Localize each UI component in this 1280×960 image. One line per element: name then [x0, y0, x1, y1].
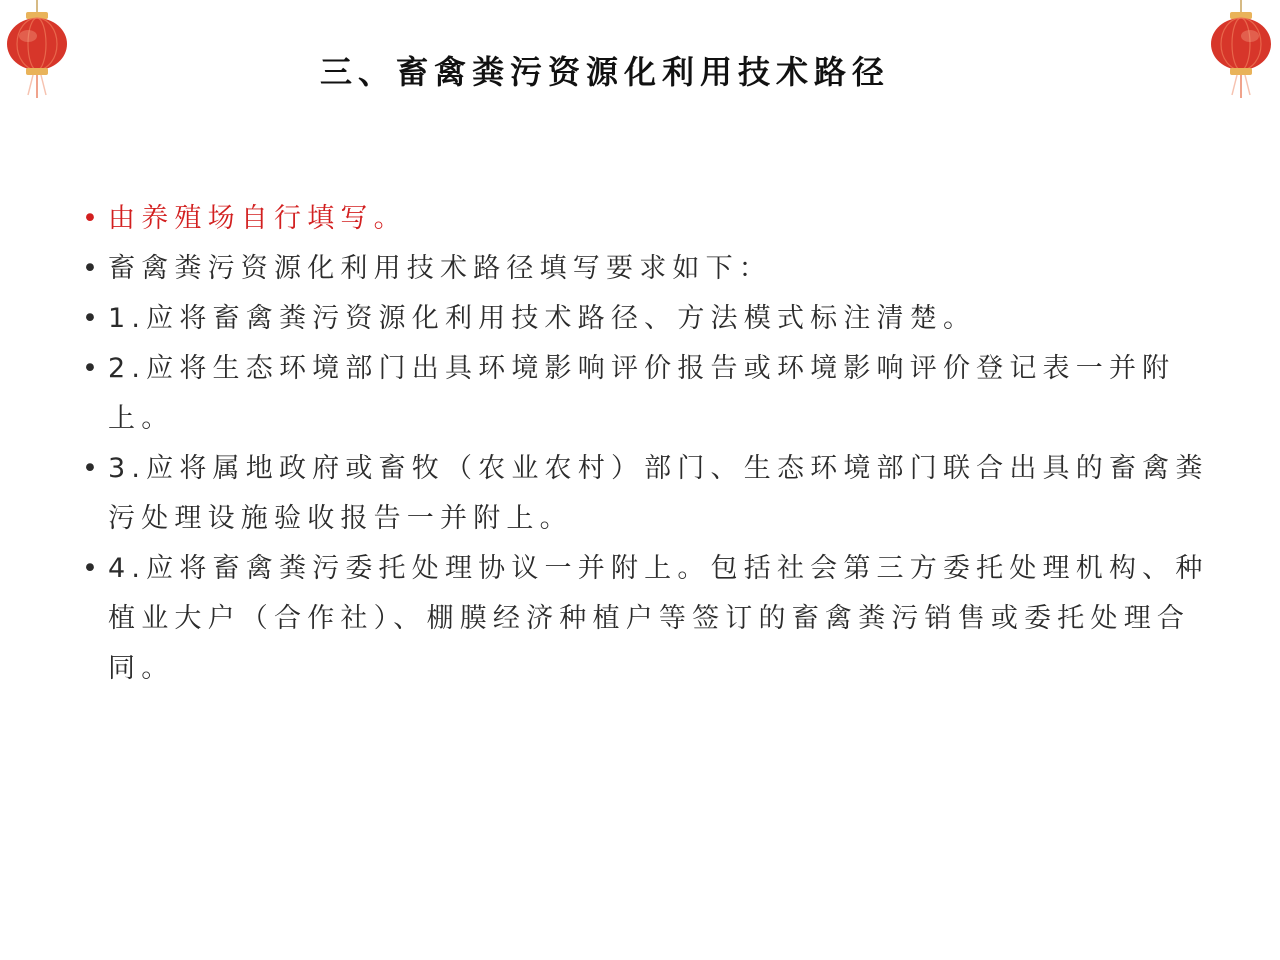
list-item	[82, 344, 1222, 444]
bullet-icon: •	[82, 353, 105, 384]
list-item	[82, 444, 1222, 544]
bullet-icon: •	[82, 253, 105, 284]
bullet-icon: •	[82, 303, 105, 334]
list-item-text: 3.应将属地政府或畜牧（农业农村）部门、生态环境部门联合出具的畜禽粪污处理设施验收报告一并附上。	[108, 453, 1209, 534]
lantern-icon	[1206, 0, 1276, 100]
bullet-icon: •	[82, 453, 105, 484]
list-item-text: 1.应将畜禽粪污资源化利用技术路径、方法模式标注清楚。	[108, 303, 977, 334]
bullet-list	[82, 194, 1222, 694]
bullet-icon: •	[82, 203, 105, 234]
list-item-text: 由养殖场自行填写。	[108, 203, 407, 234]
list-item	[82, 194, 1222, 244]
list-item	[82, 294, 1222, 344]
list-item-text: 2.应将生态环境部门出具环境影响评价报告或环境影响评价登记表一并附上。	[108, 353, 1176, 434]
list-item	[82, 244, 1222, 294]
list-item	[82, 544, 1222, 694]
lantern-icon	[2, 0, 72, 100]
bullet-icon: •	[82, 553, 105, 584]
slide-title: 三、畜禽粪污资源化利用技术路径	[320, 53, 891, 91]
list-item-text: 4.应将畜禽粪污委托处理协议一并附上。包括社会第三方委托处理机构、种植业大户（合作社）、棚膜经济种植户等签订的畜禽粪污销售或委托处理合同。	[108, 553, 1209, 684]
list-item-text: 畜禽粪污资源化利用技术路径填写要求如下：	[108, 253, 772, 284]
